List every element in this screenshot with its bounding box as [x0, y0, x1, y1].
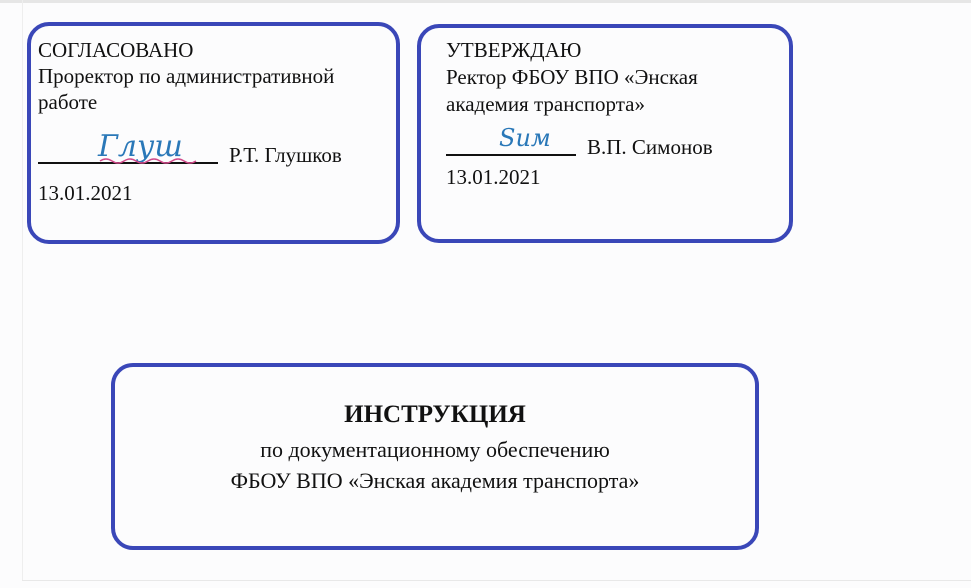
approve-heading: УТВЕРЖДАЮ	[446, 38, 582, 62]
approve-signature-image	[497, 120, 557, 156]
approval-signature-image	[96, 126, 206, 166]
page-top-edge	[0, 0, 971, 3]
approval-date: 13.01.2021	[38, 181, 133, 205]
document-title: ИНСТРУКЦИЯ	[344, 401, 526, 428]
page-bottom-edge	[22, 580, 971, 581]
approval-position-line1: Проректор по административной	[38, 64, 335, 88]
approval-heading: СОГЛАСОВАНО	[38, 38, 194, 62]
approval-name: Р.Т. Глушков	[229, 143, 342, 167]
approval-signature: Глуш	[98, 129, 183, 164]
document-subtitle-line1: по документационному обеспечению	[260, 437, 610, 462]
approval-position-line2: работе	[38, 90, 98, 114]
page-left-edge	[22, 0, 23, 580]
approve-signature: Sим	[499, 124, 551, 152]
approve-position-line2: академия транспорта»	[446, 92, 645, 116]
document-subtitle-line2: ФБОУ ВПО «Энская академия транспорта»	[230, 468, 640, 493]
approve-name: В.П. Симонов	[587, 135, 713, 159]
approve-date: 13.01.2021	[446, 165, 541, 189]
approve-position-line1: Ректор ФБОУ ВПО «Энская	[446, 65, 698, 89]
